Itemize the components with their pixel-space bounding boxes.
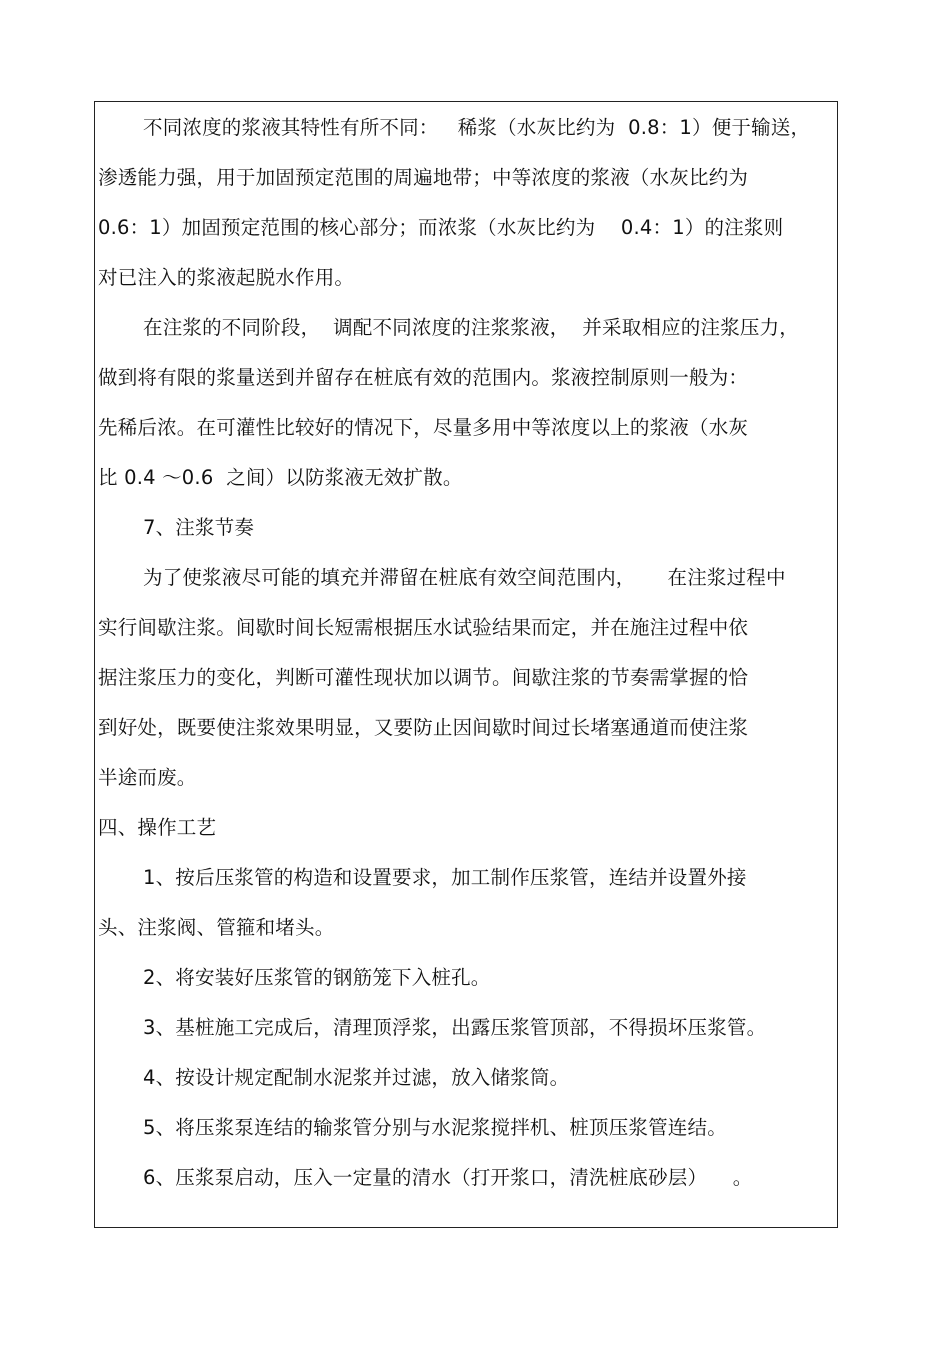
- text-line: 5、将压浆泵连结的输浆管分别与水泥浆搅拌机、桩顶压浆管连结。: [143, 1116, 727, 1139]
- section-heading: 四、操作工艺: [98, 816, 217, 839]
- text-line: 头、注浆阀、管箍和堵头。: [98, 916, 335, 939]
- text-line: 在注浆的不同阶段， 调配不同浓度的注浆浆液， 并采取相应的注浆压力，: [143, 316, 799, 339]
- text-line: 不同浓度的浆液其特性有所不同： 稀浆（水灰比约为 0.8：1）便于输送，: [143, 116, 811, 139]
- text-line: 3、基桩施工完成后，清理顶浮浆，出露压浆管顶部，不得损坏压浆管。: [143, 1016, 767, 1039]
- text-line: 据注浆压力的变化，判断可灌性现状加以调节。间歇注浆的节奏需掌握的恰: [98, 666, 749, 689]
- text-line: 做到将有限的浆量送到并留存在桩底有效的范围内。浆液控制原则一般为：: [98, 366, 749, 389]
- text-line: 0.6：1）加固预定范围的核心部分；而浓浆（水灰比约为 0.4：1）的注浆则: [98, 216, 784, 239]
- text-line: 2、将安装好压浆管的钢筋笼下入桩孔。: [143, 966, 491, 989]
- text-line: 4、按设计规定配制水泥浆并过滤，放入储浆筒。: [143, 1066, 570, 1089]
- text-line: 为了使浆液尽可能的填充并滞留在桩底有效空间范围内， 在注浆过程中: [143, 566, 786, 589]
- text-line: 对已注入的浆液起脱水作用。: [98, 266, 355, 289]
- text-line: 先稀后浓。在可灌性比较好的情况下，尽量多用中等浓度以上的浆液（水灰: [98, 416, 749, 439]
- section-heading: 7、注浆节奏: [143, 516, 255, 539]
- text-line: 实行间歇注浆。间歇时间长短需根据压水试验结果而定，并在施注过程中依: [98, 616, 749, 639]
- text-line: 比 0.4 ～0.6 之间）以防浆液无效扩散。: [98, 466, 463, 489]
- text-line: 1、按后压浆管的构造和设置要求，加工制作压浆管，连结并设置外接: [143, 866, 747, 889]
- text-line: 6、压浆泵启动，压入一定量的清水（打开浆口，清洗桩底砂层） 。: [143, 1166, 753, 1189]
- text-line: 到好处，既要使注浆效果明显，又要防止因间歇时间过长堵塞通道而使注浆: [98, 716, 749, 739]
- text-line: 半途而废。: [98, 766, 197, 789]
- text-line: 渗透能力强，用于加固预定范围的周遍地带；中等浓度的浆液（水灰比约为: [98, 166, 749, 189]
